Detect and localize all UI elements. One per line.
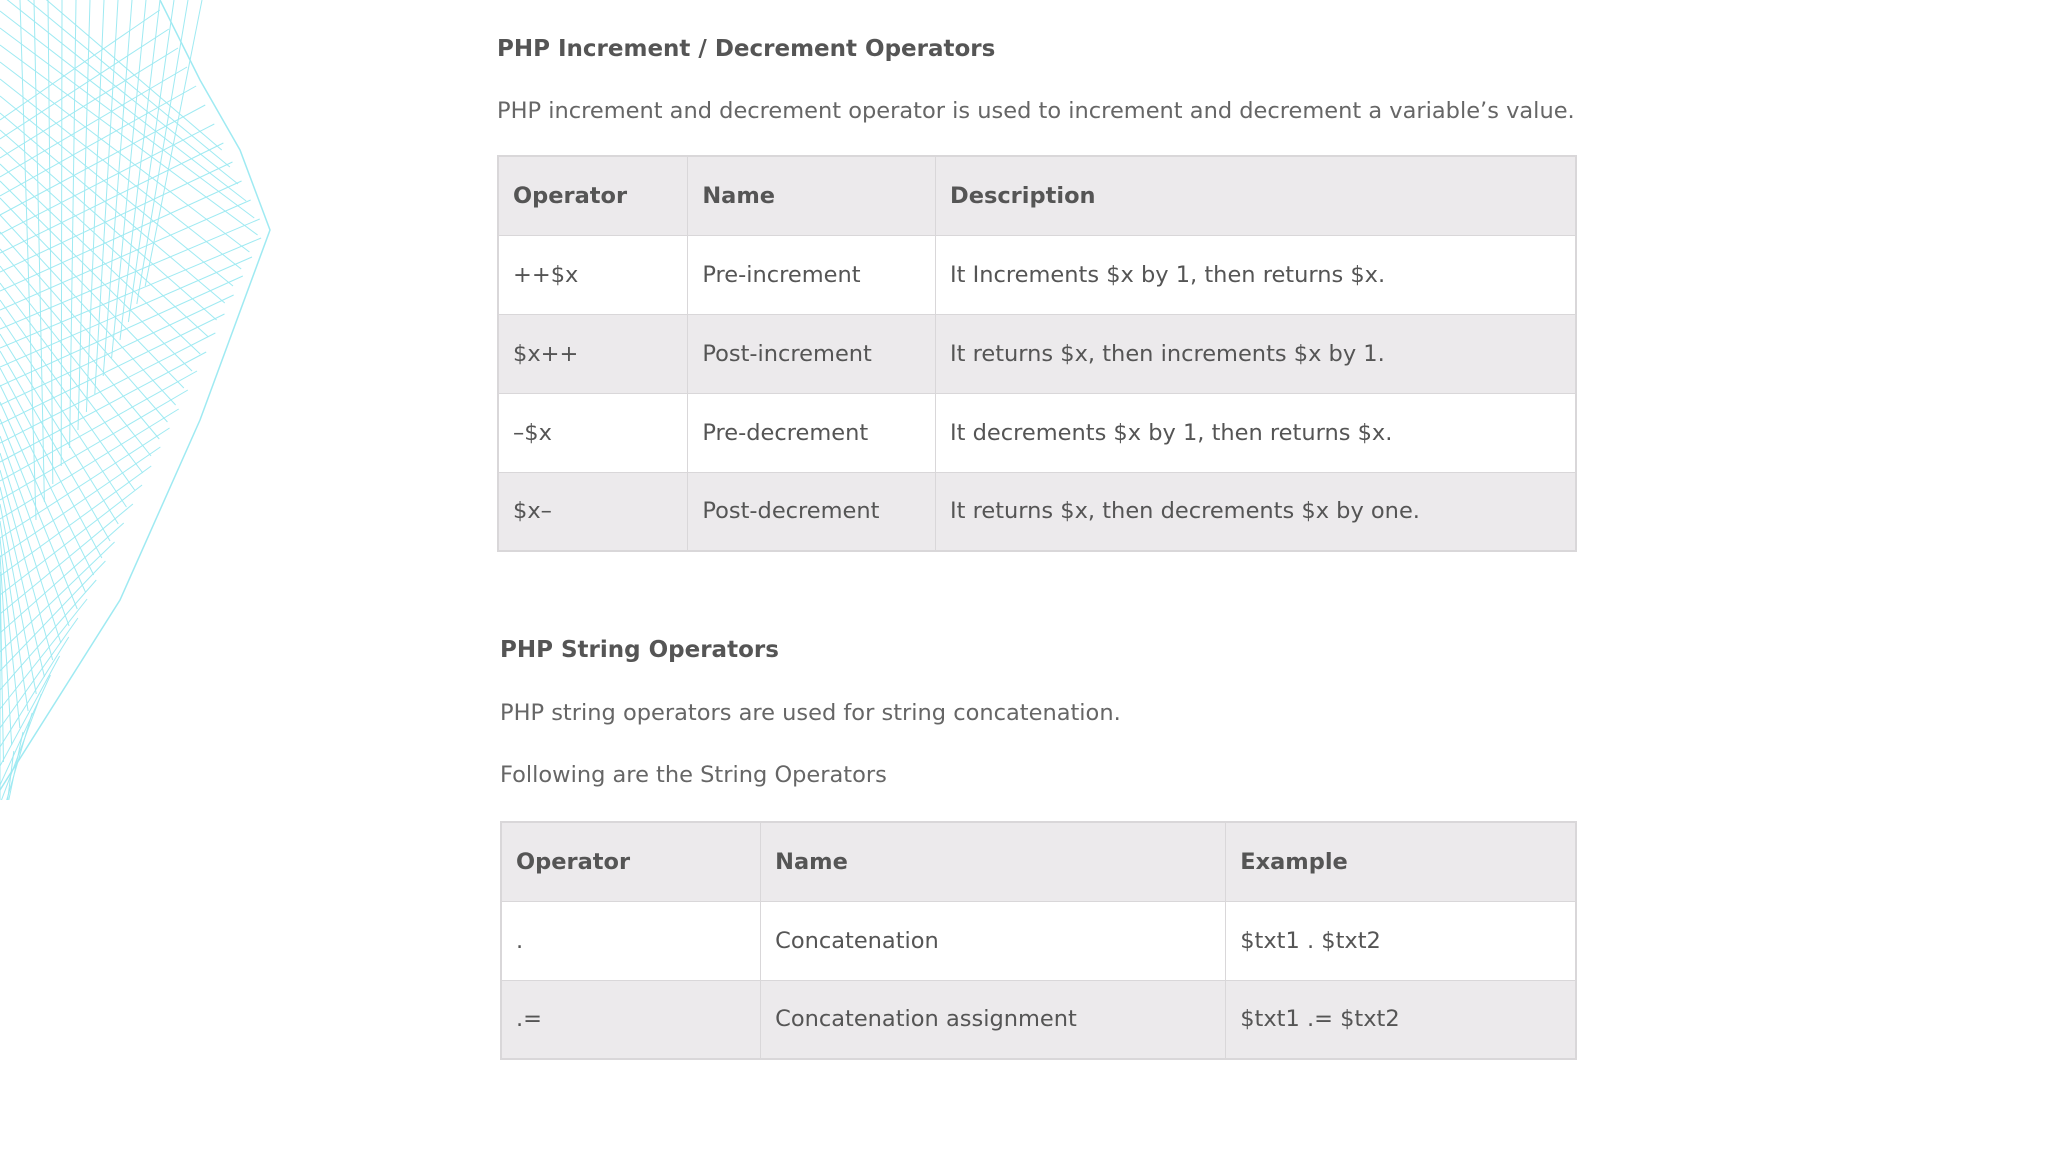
operator-cell: $x– <box>498 472 688 551</box>
string-intro: PHP string operators are used for string concatenation. <box>500 700 1121 726</box>
name-cell: Concatenation <box>761 901 1226 980</box>
column-header: Name <box>688 156 936 235</box>
example-cell: $txt1 . $txt2 <box>1226 901 1576 980</box>
table-row <box>498 472 1576 551</box>
description-cell: It Increments $x by 1, then returns $x. <box>936 235 1576 314</box>
table-row <box>498 235 1576 314</box>
operator-cell: . <box>501 901 761 980</box>
wireframe-decoration <box>0 0 290 800</box>
table-row <box>498 393 1576 472</box>
name-cell: Pre-increment <box>688 235 936 314</box>
operator-cell: $x++ <box>498 314 688 393</box>
string-subintro: Following are the String Operators <box>500 762 887 788</box>
table-row <box>501 980 1576 1059</box>
table-header-row <box>498 156 1576 235</box>
column-header: Example <box>1226 822 1576 901</box>
example-cell: $txt1 .= $txt2 <box>1226 980 1576 1059</box>
operator-cell: ++$x <box>498 235 688 314</box>
increment-intro: PHP increment and decrement operator is used to increment and decrement a variable’s value. <box>497 98 1575 124</box>
increment-operators-table <box>497 155 1577 552</box>
table-header-row <box>501 822 1576 901</box>
table-row <box>501 901 1576 980</box>
string-operators-table <box>500 821 1577 1060</box>
operator-cell: .= <box>501 980 761 1059</box>
column-header: Name <box>761 822 1226 901</box>
increment-heading: PHP Increment / Decrement Operators <box>497 36 996 62</box>
column-header: Operator <box>501 822 761 901</box>
string-heading: PHP String Operators <box>500 637 779 663</box>
column-header: Description <box>936 156 1576 235</box>
description-cell: It returns $x, then decrements $x by one. <box>936 472 1576 551</box>
name-cell: Post-decrement <box>688 472 936 551</box>
name-cell: Pre-decrement <box>688 393 936 472</box>
table-row <box>498 314 1576 393</box>
column-header: Operator <box>498 156 688 235</box>
description-cell: It decrements $x by 1, then returns $x. <box>936 393 1576 472</box>
name-cell: Concatenation assignment <box>761 980 1226 1059</box>
description-cell: It returns $x, then increments $x by 1. <box>936 314 1576 393</box>
name-cell: Post-increment <box>688 314 936 393</box>
operator-cell: –$x <box>498 393 688 472</box>
